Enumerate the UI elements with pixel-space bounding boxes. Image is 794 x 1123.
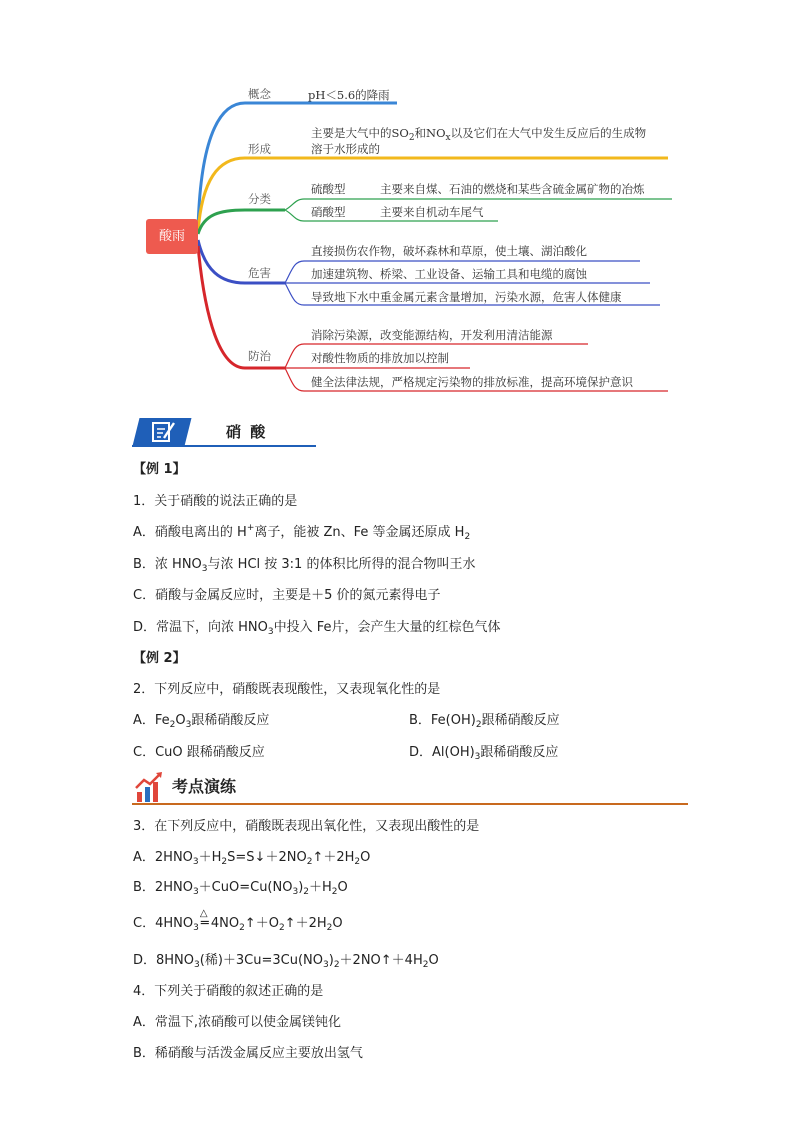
concept-label: 概念	[248, 87, 271, 101]
formation-text-line1: 主要是大气中的$SO_2$和$NO_x$以及它们在大气中发生反应后的生成物	[311, 126, 647, 143]
prevent-branch-line	[198, 246, 285, 368]
q4-option-a: A．常温下,浓硝酸可以使金属镁钝化	[133, 1015, 342, 1030]
prevent-item: 消除污染源，改变能源结构，开发利用清洁能源	[311, 328, 553, 342]
section-title: 硝 酸	[226, 423, 268, 441]
q4-question: 4．下列关于硝酸的叙述正确的是	[133, 984, 324, 999]
classify-type-nitric: 硝酸型	[311, 205, 346, 219]
classify-branch-line	[198, 210, 285, 234]
example1-tag: 【例 1】	[133, 462, 186, 477]
example1-option-a: A．硝酸电离出的 H+离子，能被 Zn、Fe 等金属还原成 $H_2$	[133, 523, 471, 542]
section-header-nitric-acid	[132, 414, 316, 450]
chart-trend-icon	[134, 772, 164, 804]
example2-option-d: D．$Al(OH)_3$跟稀硝酸反应	[409, 745, 559, 762]
formation-text-line2: 溶于水形成的	[311, 142, 380, 156]
acid-rain-mindmap	[0, 0, 794, 400]
q3-option-d: D．$8HNO_3$(稀)$+3Cu=3Cu(NO_3)_2+2NO↑+4H_2O$	[133, 953, 439, 970]
harm-item: 直接损伤农作物，破坏森林和草原，使土壤、湖泊酸化	[311, 244, 587, 258]
prevent-label: 防治	[248, 349, 271, 363]
harm-branch-line	[198, 240, 285, 283]
example2-question: 2．下列反应中，硝酸既表现酸性，又表现氧化性的是	[133, 682, 441, 697]
q3-option-b: B．$2HNO_3+CuO=Cu(NO_3)_2+H_2O$	[133, 880, 348, 897]
example1-question: 1．关于硝酸的说法正确的是	[133, 494, 298, 509]
example1-option-b: B．浓 $HNO_3$与浓 HCl 按 3:1 的体积比所得的混合物叫王水	[133, 557, 476, 574]
harm-label: 危害	[248, 266, 271, 280]
q4-option-b: B．稀硝酸与活泼金属反应主要放出氢气	[133, 1046, 363, 1061]
classify-desc-sulfuric: 主要来自煤、石油的燃烧和某些含硫金属矿物的冶炼	[380, 182, 645, 196]
prevent-item: 健全法律法规，严格规定污染物的排放标准，提高环境保护意识	[311, 375, 633, 389]
classify-desc-nitric: 主要来自机动车尾气	[380, 205, 484, 219]
example2-option-b: B．$Fe(OH)_2$跟稀硝酸反应	[409, 713, 560, 730]
classify-label: 分类	[248, 192, 271, 206]
practice-header	[132, 770, 688, 806]
formation-label: 形成	[248, 142, 271, 156]
example2-tag: 【例 2】	[133, 651, 186, 666]
practice-title: 考点演练	[172, 777, 237, 796]
example1-option-d: D．常温下，向浓 $HNO_3$中投入 Fe片，会产生大量的红棕色气体	[133, 620, 501, 637]
prevent-item: 对酸性物质的排放加以控制	[311, 351, 449, 365]
concept-text: pH＜5.6的降雨	[308, 88, 390, 102]
q3-question: 3．在下列反应中，硝酸既表现出氧化性，又表现出酸性的是	[133, 819, 480, 834]
section-underline	[132, 445, 316, 447]
harm-item: 导致地下水中重金属元素含量增加，污染水源，危害人体健康	[311, 290, 622, 304]
example2-option-a: A．$Fe_2O_3$跟稀硝酸反应	[133, 713, 270, 730]
notebook-pen-icon	[149, 419, 179, 445]
example2-option-c: C．CuO 跟稀硝酸反应	[133, 745, 265, 760]
practice-underline	[132, 803, 688, 805]
example1-option-c: C．硝酸与金属反应时，主要是＋5 价的氮元素得电子	[133, 588, 441, 603]
harm-item: 加速建筑物、桥梁、工业设备、运输工具和电缆的腐蚀	[311, 267, 587, 281]
classify-type-sulfuric: 硫酸型	[311, 182, 346, 196]
heat-equals-sign: △ ═	[199, 908, 209, 931]
q3-option-a: A．$2HNO_3+H_2S=S↓+2NO_2↑+2H_2O$	[133, 850, 371, 867]
mindmap-root: 酸雨	[146, 219, 198, 254]
q3-option-c: C．$4HNO_3$ △ ═ $4NO_2↑+O_2↑+2H_2O$	[133, 908, 343, 933]
